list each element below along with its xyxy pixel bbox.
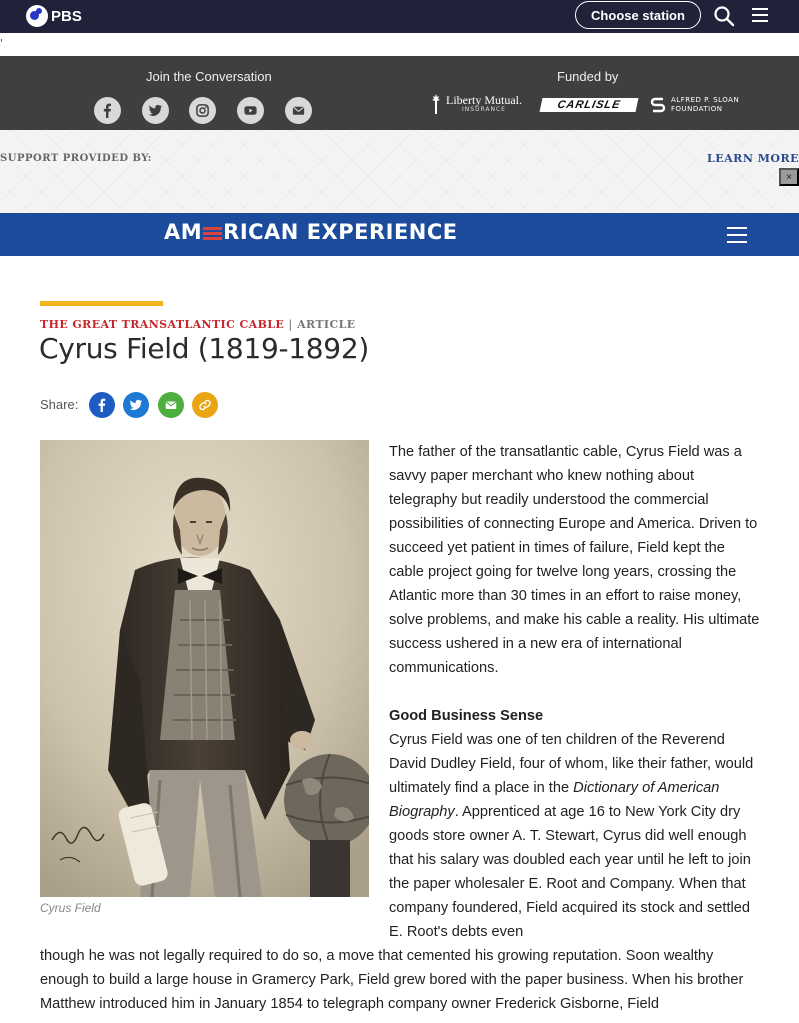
section-heading: Good Business Sense [389, 708, 544, 724]
kicker-separator: | [288, 318, 293, 331]
ad-close-button[interactable]: × [779, 168, 799, 186]
section-italic-title: Dictionary of American Biography [389, 780, 720, 820]
pbs-logo[interactable] [26, 5, 82, 27]
american-experience-header [0, 213, 799, 256]
pbs-menu-icon[interactable] [752, 8, 768, 22]
share-facebook-icon[interactable] [89, 392, 115, 418]
article-body-continued: though he was not legally required to do so, a move that cemented his growing reputation. Soon wealthy enough to build a large house in Gramercy Park, Field grew bored with the paper business. When his brother Matthew introduced him in January 1854 to telegraph company owner Frederick Gisborne, Field [40, 948, 744, 1012]
topic-link[interactable]: THE GREAT TRANSATLANTIC CABLE [40, 318, 285, 331]
stray-mark: ' [0, 38, 3, 49]
section-text-1: Cyrus Field was one of ten children of the Reverend David Dudley Field, four of whom, like their father, would ultimately find a place in the [389, 732, 754, 796]
portrait-caption: Cyrus Field [40, 901, 101, 915]
carlisle-logo[interactable]: CARLISLE [540, 98, 639, 112]
liberty-mutual-name: Liberty Mutual. [446, 93, 522, 107]
share-label: Share: [40, 397, 79, 412]
pbs-logo-text: PBS [51, 7, 82, 25]
logo-text-left: AM [164, 220, 203, 244]
support-banner [0, 130, 799, 213]
sponsor-bar [0, 56, 799, 130]
statue-of-liberty-icon [430, 93, 442, 115]
share-twitter-icon[interactable] [123, 392, 149, 418]
twitter-icon[interactable] [142, 97, 169, 124]
ae-menu-icon[interactable] [727, 227, 747, 243]
sloan-foundation-logo[interactable] [650, 96, 739, 114]
pbs-logo-icon [26, 5, 48, 27]
sloan-line-2: FOUNDATION [671, 105, 723, 113]
funded-by-title: Funded by [557, 69, 619, 84]
share-email-icon[interactable] [158, 392, 184, 418]
youtube-icon[interactable] [237, 97, 264, 124]
flag-stripes-icon [203, 225, 222, 242]
choose-station-button[interactable]: Choose station [575, 1, 701, 29]
share-link-icon[interactable] [192, 392, 218, 418]
article-kicker [40, 318, 356, 331]
intro-paragraph: The father of the transatlantic cable, Cyrus Field was a savvy paper merchant who knew nothing about telegraphy but readily understood the commercial possibilities of connecting Europe and America. Driven to succeed yet patient in times of failure, Field kept the cable project going for twelve long years, crossing the Atlantic more than 30 times in an effort to raise money, solve problems, and make his cable a reality. His ultimate success ushered in a new era of international communications. [389, 444, 760, 676]
instagram-icon[interactable] [189, 97, 216, 124]
sloan-line-1: ALFRED P. SLOAN [671, 96, 740, 104]
support-provided-label: SUPPORT PROVIDED BY: [0, 153, 152, 164]
section-paragraph [389, 728, 761, 944]
cyrus-field-portrait [40, 440, 369, 897]
page-title: Cyrus Field (1819-1892) [39, 332, 369, 365]
learn-more-link[interactable]: LEARN MORE [707, 152, 799, 165]
liberty-mutual-logo[interactable] [430, 93, 522, 115]
article-body [389, 440, 761, 944]
pbs-top-bar [0, 0, 799, 33]
liberty-mutual-sub: INSURANCE [462, 106, 506, 113]
logo-text-right: RICAN EXPERIENCE [223, 220, 458, 244]
accent-line [40, 301, 163, 306]
article-type: ARTICLE [297, 318, 356, 331]
facebook-icon[interactable] [94, 97, 121, 124]
section-text-2: . Apprenticed at age 16 to New York City dry goods store owner A. T. Stewart, Cyrus did well enough that his salary was doubled each year until he left to join the paper wholesaler E. Root and Company. When that company foundered, Field acquired its stock and settled E. Root's debts even [389, 804, 751, 940]
join-conversation-title: Join the Conversation [146, 69, 272, 84]
american-experience-logo[interactable] [164, 220, 458, 244]
sloan-s-icon [650, 97, 666, 114]
search-icon[interactable] [713, 5, 735, 27]
email-icon[interactable] [285, 97, 312, 124]
